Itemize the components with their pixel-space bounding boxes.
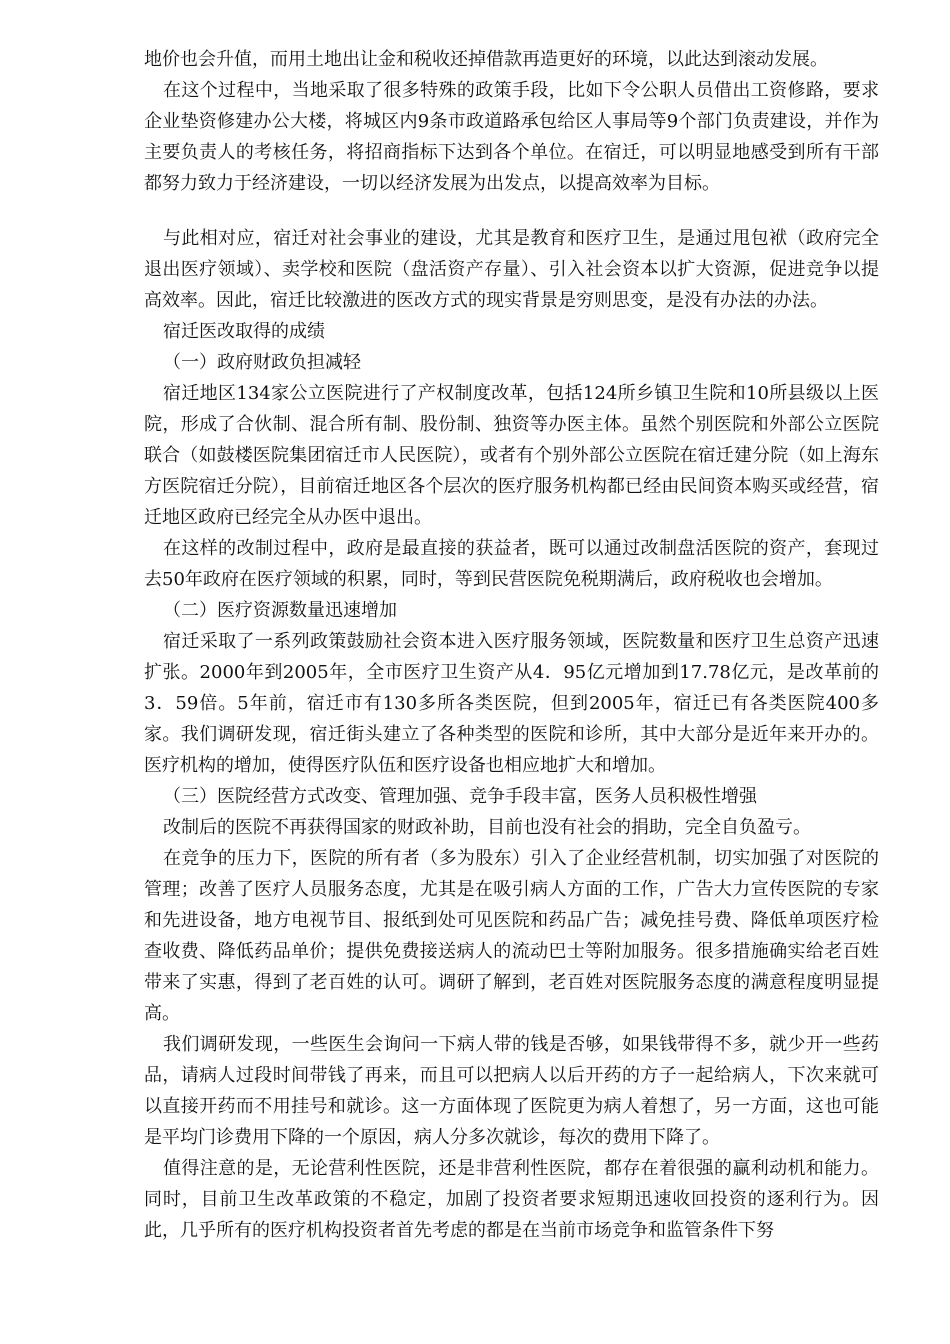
section-heading-achievements: 宿迁医改取得的成绩 <box>163 321 325 342</box>
subheading-resource-increase: （二）医疗资源数量迅速增加 <box>163 600 397 621</box>
paragraph-resource-expansion: 宿迁采取了一系列政策鼓励社会资本进入医疗服务领域，医院数量和医疗卫生总资产迅速扩张。2000年到2005年，全市医疗卫生资产从4．95亿元增加到17.78亿元，是改革前的3．59倍。5年前，宿迁市有130多所各类医院，但到2005年，宿迁已有各类医院400多家。我们调研发现，宿迁街头建立了各种类型的医院和诊所，其中大部分是近年来开办的。医疗机构的增加，使得医疗队伍和医疗设备也相应地扩大和增加。 <box>144 631 879 776</box>
paragraph-competition-pressure: 在竞争的压力下，医院的所有者（多为股东）引入了企业经营机制，切实加强了对医院的管理；改善了医疗人员服务态度，尤其是在吸引病人方面的工作，广告大力宣传医院的专家和先进设备，地方电视节目、报纸到处可见医院和药品广告；减免挂号费、降低单项医疗检查收费、降低药品单价；提供免费接送病人的流动巴士等附加服务。很多措施确实给老百姓带来了实惠，得到了老百姓的认可。调研了解到，老百姓对医院服务态度的满意程度明显提高。 <box>144 848 879 1024</box>
paragraph-continuation: 地价也会升值，而用土地出让金和税收还掉借款再造更好的环境，以此达到滚动发展。 <box>144 49 828 70</box>
paragraph-social-undertakings: 与此相对应，宿迁对社会事业的建设，尤其是教育和医疗卫生，是通过甩包袱（政府完全退出医疗领域）、卖学校和医院（盘活资产存量）、引入社会资本以扩大资源，促进竞争以提高效率。因此，宿迁比较激进的医改方式的现实背景是穷则思变，是没有办法的办法。 <box>144 228 879 311</box>
paragraph-policy-measures: 在这个过程中，当地采取了很多特殊的政策手段，比如下令公职人员借出工资修路，要求企业垫资修建办公大楼，将城区内9条市政道路承包给区人事局等9个部门负责建设，并作为主要负责人的考核任务，将招商指标下达到各个单位。在宿迁，可以明显地感受到所有干部都努力致力于经济建设，一切以经济发展为出发点，以提高效率为目标。 <box>144 80 879 194</box>
subheading-fiscal-burden: （一）政府财政负担减轻 <box>163 352 361 373</box>
paragraph-government-benefit: 在这样的改制过程中，政府是最直接的获益者，既可以通过改制盘活医院的资产，套现过去50年政府在医疗领域的积累，同时，等到民营医院免税期满后，政府税收也会增加。 <box>144 538 879 590</box>
subheading-management-change: （三）医院经营方式改变、管理加强、竞争手段丰富，医务人员积极性增强 <box>163 786 757 807</box>
paragraph-doctor-behavior: 我们调研发现，一些医生会询问一下病人带的钱是否够，如果钱带得不多，就少开一些药品，请病人过段时间带钱了再来，而且可以把病人以后开药的方子一起给病人，下次来就可以直接开药而不用挂号和就诊。这一方面体现了医院更为病人着想了，另一方面，这也可能是平均门诊费用下降的一个原因，病人分多次就诊，每次的费用下降了。 <box>144 1034 879 1148</box>
paragraph-profit-motive: 值得注意的是，无论营利性医院，还是非营利性医院，都存在着很强的赢利动机和能力。同时，目前卫生改革政策的不稳定，加剧了投资者要求短期迅速收回投资的逐利行为。因此，几乎所有的医疗机构投资者首先考虑的都是在当前市场竞争和监管条件下努 <box>144 1158 879 1241</box>
paragraph-ownership-reform: 宿迁地区134家公立医院进行了产权制度改革，包括124所乡镇卫生院和10所县级以上医院，形成了合伙制、混合所有制、股份制、独资等办医主体。虽然个别医院和外部公立医院联合（如鼓楼医院集团宿迁市人民医院），或者有个别外部公立医院在宿迁建分院（如上海东方医院宿迁分院），目前宿迁地区各个层次的医疗服务机构都已经由民间资本购买或经营，宿迁地区政府已经完全从办医中退出。 <box>144 383 879 528</box>
paragraph-gap <box>144 199 879 223</box>
paragraph-self-financing: 改制后的医院不再获得国家的财政补助，目前也没有社会的捐助，完全自负盈亏。 <box>163 817 811 838</box>
document-body <box>144 44 879 1246</box>
